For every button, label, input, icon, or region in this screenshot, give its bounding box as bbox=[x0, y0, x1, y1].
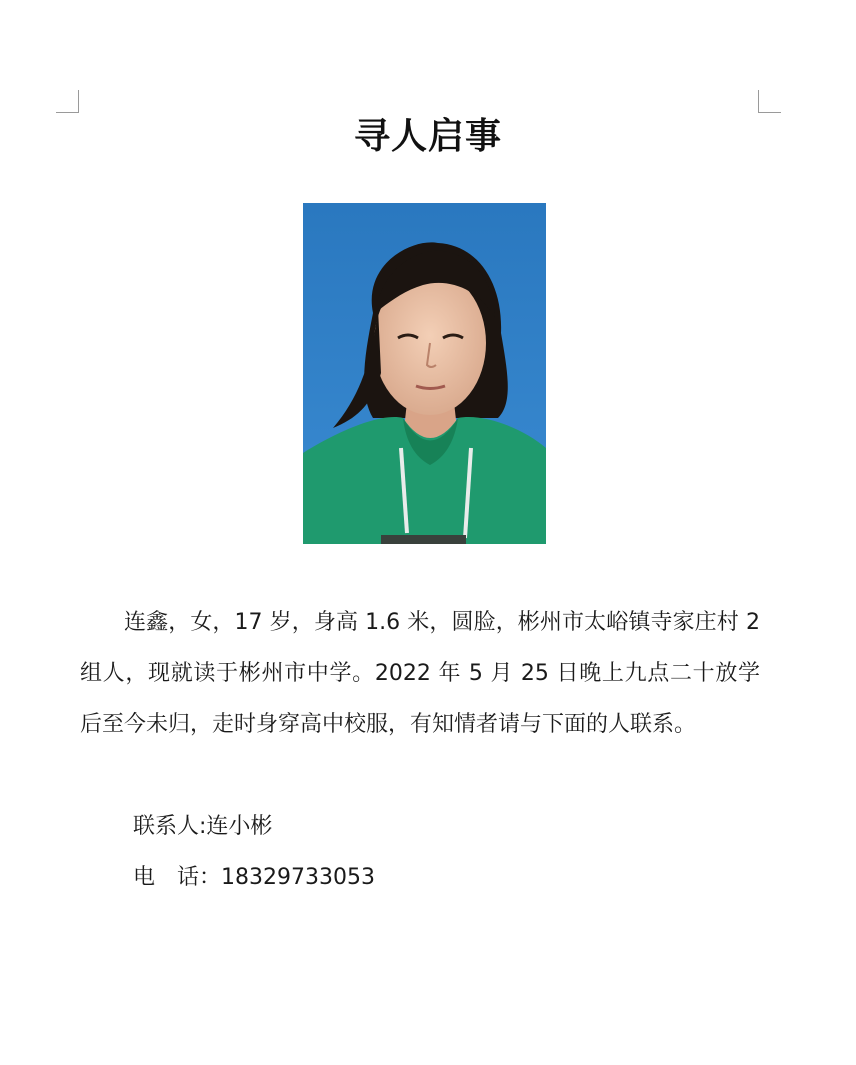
missing-person-photo bbox=[303, 203, 546, 544]
contact-phone bbox=[133, 852, 375, 903]
margin-corner-mark-right bbox=[758, 90, 781, 113]
contact-person: 联系人:连小彬 bbox=[133, 814, 273, 839]
document-title: 寻人启事 bbox=[353, 116, 502, 157]
margin-corner-mark-left bbox=[56, 90, 79, 113]
phone-number: 18329733053 bbox=[221, 865, 375, 890]
body-paragraph: 连鑫，女，17 岁，身高 1.6 米，圆脸，彬州市太峪镇寺家庄村 2 组人，现就读于彬州市中学。2022 年 5 月 25 日晚上九点二十放学后至今未归，走时身穿高中校服，有知情者请与下面的人联系。 bbox=[80, 610, 760, 737]
phone-label: 电 话： bbox=[133, 865, 222, 890]
